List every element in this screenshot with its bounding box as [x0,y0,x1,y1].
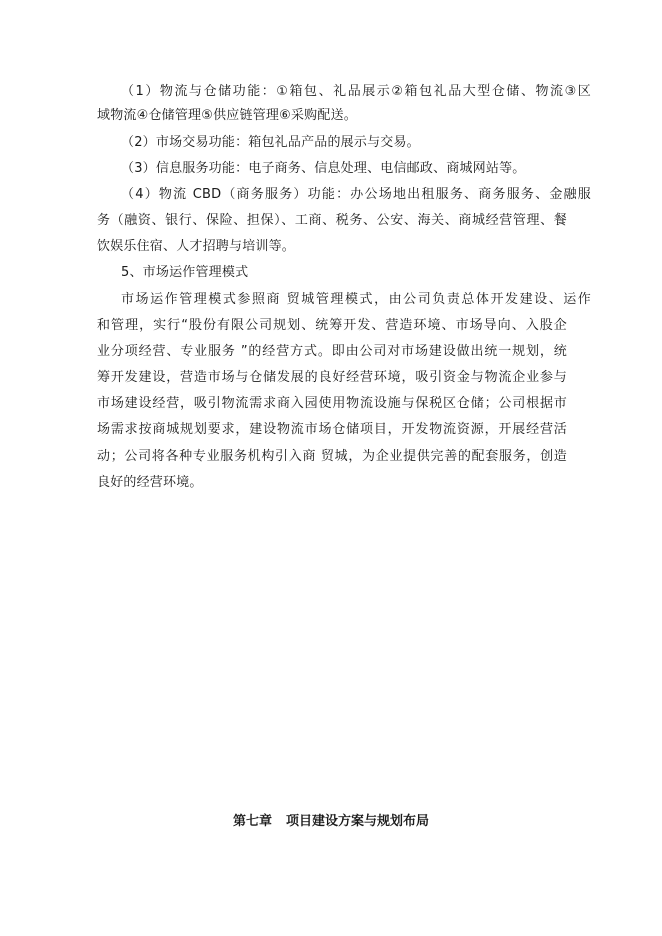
chapter-heading [0,812,662,832]
paragraph-line: 业分项经营、专业服务 ”的经营方式。即由公司对市场建设做出统一规划，统 [97,344,567,359]
paragraph-line: （1）物流与仓储功能：①箱包、礼品展示②箱包礼品大型仓储、物流③区 [121,84,591,99]
paragraph-line: 良好的经营环境。 [97,475,203,490]
paragraph-line: （2）市场交易功能：箱包礼品产品的展示与交易。 [121,135,420,150]
paragraph-line: 和管理，实行“股份有限公司规划、统筹开发、营造环境、市场导向、入股企 [97,318,567,333]
paragraph-line: 市场建设经营，吸引物流需求商入园使用物流设施与保税区仓储；公司根据市 [97,396,567,411]
paragraph-line: （4）物流 CBD（商务服务）功能：办公场地出租服务、商务服务、金融服 [121,187,591,202]
paragraph-line: （3）信息服务功能：电子商务、信息处理、电信邮政、商城网站等。 [121,161,526,176]
chapter-number: 第七章 [232,814,272,829]
paragraph-line: 饮娱乐住宿、人才招聘与培训等。 [97,239,296,254]
paragraph-line: 筹开发建设，营造市场与仓储发展的良好经营环境，吸引资金与物流企业参与 [97,370,567,385]
paragraph-line: 场需求按商城规划要求，建设物流市场仓储项目，开发物流资源，开展经营活 [97,422,567,437]
paragraph-line: 域物流④仓储管理⑤供应链管理⑥采购配送。 [97,108,357,123]
chapter-title: 项目建设方案与规划布局 [286,814,430,829]
section-heading: 5、市场运作管理模式 [121,265,249,280]
paragraph-line: 务（融资、银行、保险、担保）、工商、税务、公安、海关、商城经营管理、餐 [97,213,567,228]
paragraph-line: 动；公司将各种专业服务机构引入商 贸城，为企业提供完善的配套服务，创造 [97,449,567,464]
paragraph-line: 市场运作管理模式参照商 贸城管理模式，由公司负责总体开发建设、运作 [121,292,591,307]
